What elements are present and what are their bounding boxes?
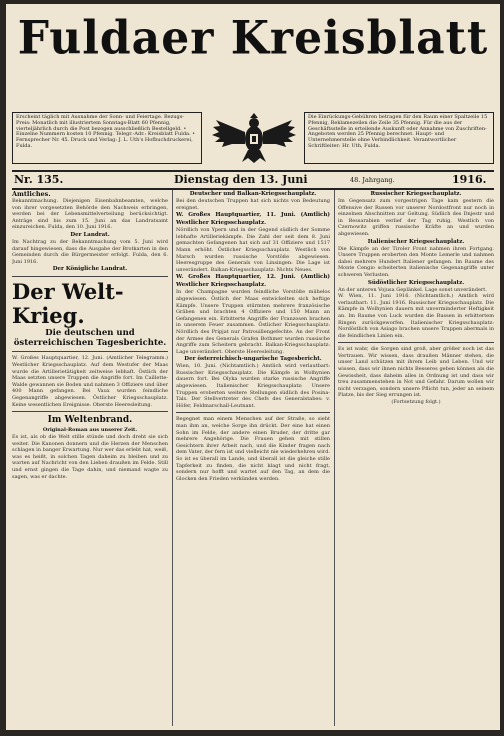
column-2 [176, 190, 330, 726]
article-paragraph: Es ist, als ob die Welt stille stünde und doch dreht sie sich weiter. Die Kanonen donnern und die Herzen der Menschen schlagen in banger Erwartung. Nur wer das erlebt hat, weiß, was es heißt, in solchen Tagen daheim zu bleiben und zu warten auf Nachricht von den Lieben draußen im Felde. Still und ernst gingen die Tage dahin, und niemand wagte zu sagen, was er dachte. [12, 434, 168, 480]
column-1 [12, 190, 168, 726]
column-3 [338, 190, 494, 726]
signature: Der Königliche Landrat. [52, 266, 128, 273]
article-paragraph: Bekanntmachung. Diejenigen Eisenbahnbeamten, welche von ihrer vorgesetzten Behörde den Nachweis erbringen, werden bei der Lebensmittelverteilung berücksichtigt. Anträge sind bis zum 15. Juni an das Landratsamt einzureichen. Fulda, den 10. Juni 1916. [12, 198, 168, 231]
subheadline: Die deutschen und österreichischen Tagesberichte. [13, 328, 167, 349]
column-rule [334, 190, 335, 726]
section-heading: Der österreichisch-ungarische Tagesbericht. [184, 356, 322, 363]
serial-subtitle: Original-Roman aus unserer Zeit. [42, 427, 138, 434]
divider [12, 351, 168, 352]
article-paragraph: Wien, 10. Juni. (Nichtamtlich.) Amtlich wird verlautbart: Russischer Kriegsschauplatz. Die Kämpfe in Wolhynien dauern fort. Bei Olyka wurden starke russische Angriffe abgewiesen. Italienischer Kriegsschauplatz: Unsere Truppen eroberten weitere Stellungen südlich des Posina-Tals. Der Stellvertreter des Chefs des Generalstabes: v. Höfer, Feldmarschall-Leutnant. [176, 363, 330, 409]
article-paragraph: An der unteren Vojusa Geplänkel. Lage sonst unverändert. [338, 286, 487, 293]
article-paragraph: Begegnet man einem Menschen auf der Straße, so sieht man ihm an, welche Sorge ihn drückt. Der eine hat einen Sohn im Felde, der andere einen Bruder, der dritte gar mehrere Angehörige. Die Frauen gehen mit stillen Gesichtern ihrer Arbeit nach, und die Kinder fragen nach dem Vater, der fern ist und vielleicht nie wiederkehren wird. So ist es überall im Lande, und überall ist die gleiche stille Tapferkeit zu finden, die nicht klagt und nicht fragt, sondern nur hofft und wartet auf den Tag, an dem die Glocken den Frieden verkünden werden. [176, 416, 330, 482]
issue-number: Nr. 135. [14, 173, 64, 186]
dateline [12, 170, 494, 190]
divider [176, 412, 330, 413]
advertising-info-box: Die Einrückungs-Gebühren betragen für den Raum einer Spaltzeile 15 Pfennig, Reklamezeilen die Zeile 35 Pfennig. Für die aus der Geschäftsstelle in erteilende Auskunft oder Annahme von Zuschriften-Angeboten werden 25 Pfennig berechnet. Haupt- und Unternehmerstelle ohne Verbindlichkeit. Verantwortlicher Schriftleiter: Hr. Uth, Fulda. [304, 112, 494, 164]
article-paragraph: W. Großes Hauptquartier, 12. Juni. (Amtlicher Telegramm.) Westlicher Kriegsschauplatz. Auf dem Westufer der Maas wurde die Artillerietätigkeit zeitweise lebhaft. Östlich der Maas setzten unsere Truppen die Angriffe fort. Im Caillette-Walde gewannen sie Boden und nahmen 3 Offiziere und über 400 Mann gefangen. Bei Vaux wurden feindliche Gegenangriffe abgewiesen. Östlicher Kriegsschauplatz. Keine wesentlichen Ereignisse. Oberste Heeresleitung. [12, 355, 168, 408]
issue-date: Dienstag den 13. Juni [174, 173, 308, 186]
newspaper-page [6, 4, 500, 730]
masthead-title: Fuldaer Kreisblatt [17, 11, 489, 66]
serial-title: Im Weltenbrand. [47, 415, 133, 426]
issue-year: 1916. [452, 173, 487, 186]
column-rule [172, 190, 173, 726]
divider [12, 411, 168, 412]
subscription-info-box: Erscheint täglich mit Ausnahme der Sonn- und Feiertage. Bezugs-Preis: Monatlich mit illustriertem Sonntags-Blatt 60 Pfennig, vierteljährlich durch die Post bezogen ausschließlich Bestellgeld. • Einzelne Nummern kosten 10 Pfennig. Telegr.-Adr.: Kreisblatt Fulda. • Fernsprecher Nr. 45. Druck und Verlag: J. L. Uth's Hofbuchdruckerei, Fulda. [12, 112, 202, 164]
article-paragraph: Die Kämpfe an der Tiroler Front nahmen ihren Fortgang. Unsere Truppen eroberten den Monte Lemerle und nahmen dabei mehrere Hundert Italiener gefangen. Im Raume des Monte Cengio scheiterten italienische Gegenangriffe unter schweren Verlusten. [338, 245, 494, 278]
article-paragraph: Es ist wahr, die Sorgen sind groß, aber größer noch ist das Vertrauen. Wir wissen, dass draußen Männer stehen, die unser Land schützen mit ihrem Leib und Leben. Und wir wissen, dass wir ihnen nichts Besseres geben können als die Gewissheit, dass daheim alles in Ordnung ist und dass wir treu zusammenstehen in Not und Gefahr. Darum wollen wir nicht verzagen, sondern unsere Pflicht tun, jeder an seinem Platze, bis der Sieg errungen ist. [338, 346, 494, 399]
divider [338, 342, 494, 343]
divider [12, 276, 168, 277]
section-heading: W. Großes Hauptquartier, 11. Juni. (Amtlich) Westlicher Kriegsschauplatz. [176, 212, 330, 227]
section-heading: Russischer Kriegsschauplatz. [370, 191, 462, 197]
section-heading: Italienischer Kriegsschauplatz. [367, 238, 465, 245]
article-paragraph: Im Gegensatz zum vorgestrigen Tage kam gestern die Offensive der Russen vor unserer Nordostfront nur noch in einzelnen Abschnitten zur Geltung. Südlich des Dnjestr und in Bessarabien verlief der Tag ruhig. Westlich von Czernowitz griffen russische Kräfte an und wurden abgewiesen. [338, 198, 494, 237]
imperial-eagle-icon [210, 112, 298, 164]
continued-note: (Fortsetzung folgt.) [391, 399, 441, 406]
section-heading: W. Großes Hauptquartier, 12. Juni. (Amtlich) Westlicher Kriegsschauplatz. [176, 274, 330, 289]
section-heading: Deutscher und Balkan-Kriegsschauplatz. [189, 191, 317, 197]
section-heading-amtliches: Amtliches. [12, 190, 51, 198]
article-paragraph: In der Champagne wurden feindliche Vorstöße mühelos abgewiesen. Östlich der Maas entwickelten sich heftige Kämpfe. Unsere Truppen stürmten mehrere französische Gräben und brachten 4 Offiziere und 150 Mann an Gefangenen ein. Erbitterte Angriffe der Franzosen brachen in unserem Feuer zusammen. Östlicher Kriegsschauplatz: Nördlich des Pripjat nur Patrouillengefechte. An der Front der Armee des Generals Grafen Bothmer wurden russische Angriffe zum Scheitern gebracht. Balkan-Kriegsschauplatz: Lage unverändert. Oberste Heeresleitung. [176, 289, 330, 355]
article-paragraph: Nördlich von Ypern und in der Gegend südlich der Somme lebhafte Artilleriekämpfe. Die Zahl der seit dem 8. Juni gemachten Gefangenen hat sich auf 31 Offiziere und 1517 Mann erhöht. Östlicher Kriegsschauplatz. Westlich von Marsch wurden russische Vorstöße abgewiesen. Heeresgruppe des Generals von Linsingen: Die Lage ist unverändert. Balkan-Kriegsschauplatz: Nichts Neues. [176, 227, 330, 273]
info-bar [12, 112, 494, 164]
headline-welt-krieg: Der Welt-Krieg. [12, 279, 124, 329]
article-paragraph: Im Nachtrag zu der Bekanntmachung vom 5. Juni wird darauf hingewiesen, dass die Ausgabe der Brotkarten in den Gemeinden durch die Bürgermeister erfolgt. Fulda, den 6. Juni 1916. [12, 238, 168, 265]
volume-label: 48. Jahrgang. [350, 176, 395, 184]
article-paragraph: Bei den deutschen Truppen hat sich nichts von Bedeutung ereignet. [176, 198, 330, 211]
section-heading: Südöstlicher Kriegsschauplatz. [367, 279, 465, 286]
article-paragraph: W. Wien, 11. Juni 1916. (Nichtamtlich.) Amtlich wird verlautbart: 11. Juni 1916. Russischer Kriegsschauplatz. Die Kämpfe in Wolhynien dauern mit unverminderter Heftigkeit an. Im Raume von Luck wurden die Russen in erbittertem Ringen zurückgeworfen. Italienischer Kriegsschauplatz: Nordöstlich von Asiago brachen unsere Truppen abermals in die feindlichen Linien ein. [338, 293, 494, 339]
signature: Der Landrat. [70, 231, 110, 238]
